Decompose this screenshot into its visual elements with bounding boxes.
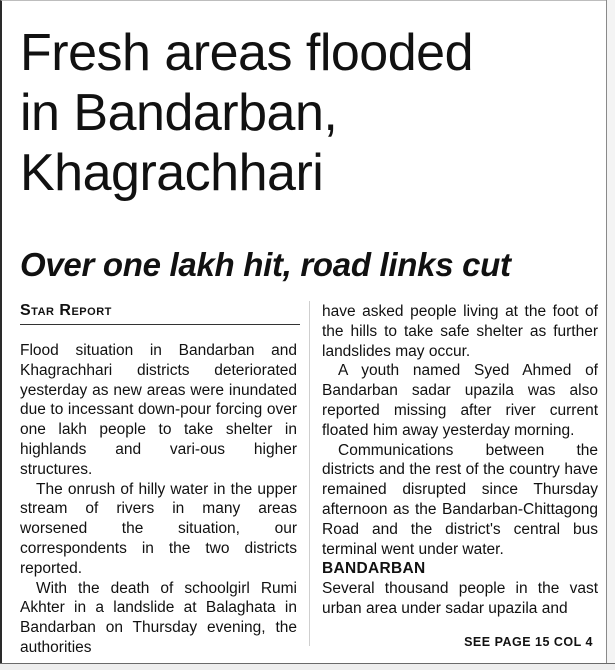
- paragraph-3: With the death of schoolgirl Rumi Akhter in a landslide at Balaghata in Bandarban on Thursday evening, the authorities: [20, 579, 297, 656]
- paragraph-1: Flood situation in Bandarban and Khagrachhari districts deteriorated yesterday as new areas were inundated due to incessant down-pour forcing over one lakh people to take shelter in highlands and vari-ous higher structures.: [20, 342, 297, 478]
- paragraph-4: A youth named Syed Ahmed of Bandarban sadar upazila was also reported missing after river current floated him away yesterday morning.: [322, 362, 598, 439]
- paragraph-6: Several thousand people in the vast urban area under sadar upazila and: [322, 580, 598, 617]
- subheadline: Over one lakh hit, road links cut: [20, 246, 511, 283]
- continued-on-page-note: SEE PAGE 15 COL 4: [464, 635, 593, 649]
- headline-line-3: Khagrachhari: [20, 144, 324, 202]
- headline-line-2: in Bandarban,: [20, 84, 338, 142]
- clipping-bottom-edge: [0, 663, 615, 670]
- column-divider: [309, 301, 310, 646]
- clipping-right-edge: [606, 0, 615, 670]
- paragraph-continuation: have asked people living at the foot of the hills to take safe shelter as further landslides may occur.: [322, 303, 598, 360]
- paragraph-5: Communications between the districts and the rest of the country have remained disrupted since Thursday afternoon as the Bandarban-Chittagong Road and the district's central bus terminal went under water.: [322, 441, 598, 558]
- headline-line-1: Fresh areas flooded: [20, 24, 473, 82]
- article-column-1: [20, 341, 297, 658]
- headline: [20, 23, 600, 203]
- section-heading-bandarban: BANDARBAN: [322, 560, 426, 578]
- byline: Star Report: [20, 300, 300, 325]
- paragraph-2: The onrush of hilly water in the upper stream of rivers in many areas worsened the situation, our correspondents in the two districts reported.: [20, 480, 297, 577]
- article-column-2: [322, 302, 598, 619]
